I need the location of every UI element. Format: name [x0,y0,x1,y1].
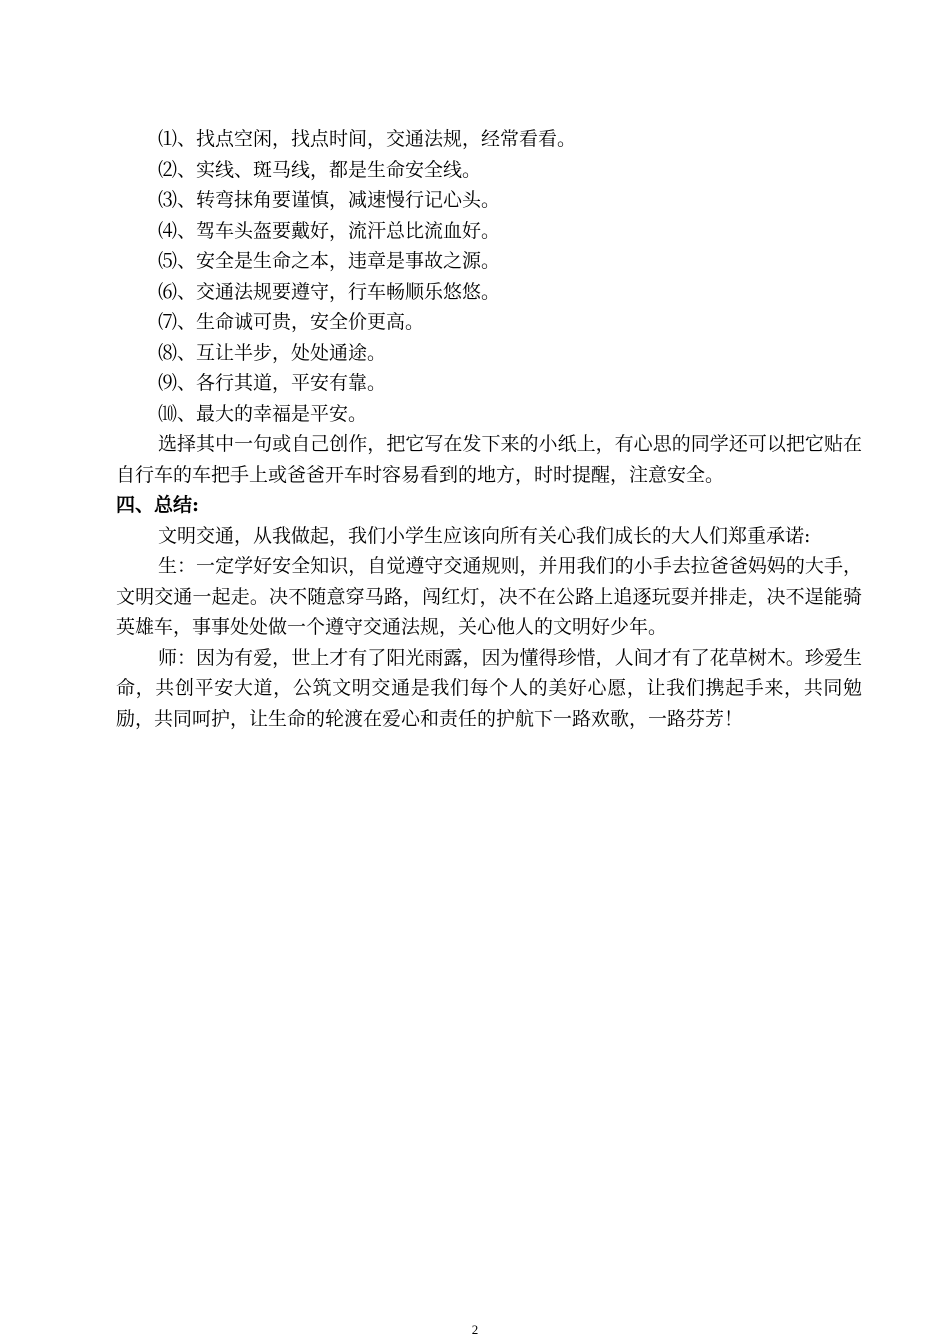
slogan-list [116,124,862,429]
page-number: 2 [471,1322,479,1337]
slogan-item: ⑻、互让半步，处处通途。 [158,341,387,364]
slogan-item: ⑷、驾车头盔要戴好，流汗总比流血好。 [158,219,501,242]
slogan-item: ⑶、转弯抹角要谨慎，减速慢行记心头。 [158,189,501,211]
slogan-item: ⑹、交通法规要遵守，行车畅顺乐悠悠。 [158,280,501,303]
document-body [116,124,862,734]
student-pledge-paragraph: 生：一定学好安全知识，自觉遵守交通规则，并用我们的小手去拉爸爸妈妈的大手，文明交通一起走。决不随意穿马路，闯红灯，决不在公路上追逐玩耍并排走，决不逞能骑英雄车，事事处处做一个遵守交通法规，关心他人的文明好少年。 [116,555,862,638]
slogan-item: ⑴、找点空闲，找点时间，交通法规，经常看看。 [158,128,577,150]
summary-intro-paragraph: 文明交通，从我做起，我们小学生应该向所有关心我们成长的大人们郑重承诺: [158,524,811,547]
slogan-item: ⑼、各行其道，平安有靠。 [158,372,387,394]
instruction-paragraph: 选择其中一句或自己创作，把它写在发下来的小纸上，有心思的同学还可以把它贴在自行车的车把手上或爸爸开车时容易看到的地方，时时提醒，注意安全。 [116,433,862,486]
teacher-closing-paragraph: 师：因为有爱，世上才有了阳光雨露，因为懂得珍惜，人间才有了花草树木。珍爱生命，共创平安大道，公筑文明交通是我们每个人的美好心愿，让我们携起手来，共同勉励，共同呵护，让生命的轮渡在爱心和责任的护航下一路欢歌，一路芬芳！ [116,646,862,730]
slogan-item: ⑺、生命诚可贵，安全价更高。 [158,311,425,333]
slogan-item: ⑽、最大的幸福是平安。 [158,402,368,425]
slogan-item: ⑸、安全是生命之本，违章是事故之源。 [158,250,501,272]
section-heading: 四、总结: [116,494,200,516]
slogan-item: ⑵、实线、斑马线，都是生命安全线。 [158,158,482,181]
